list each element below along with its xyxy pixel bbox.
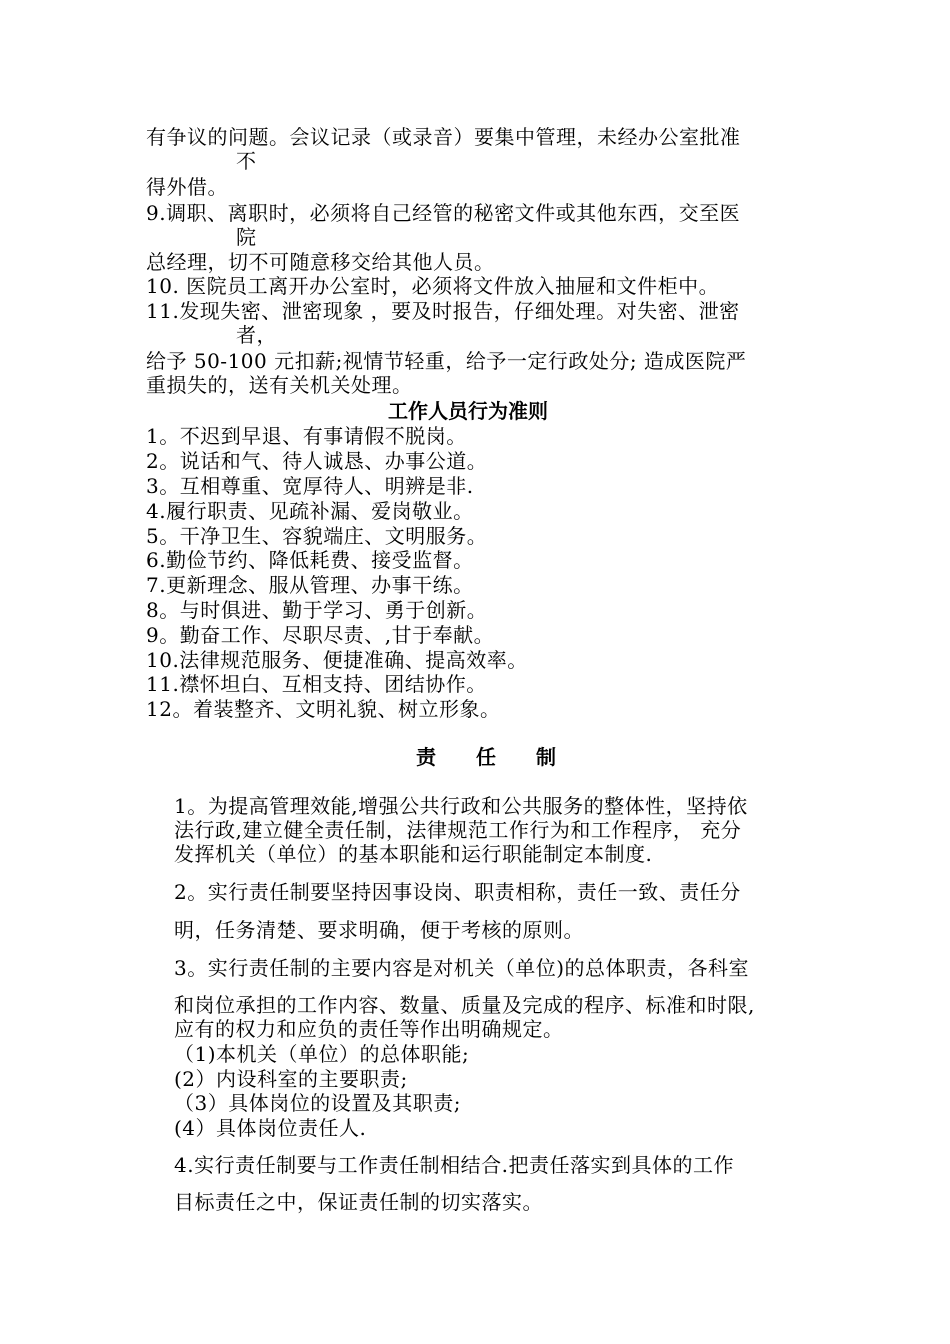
rule-item-9: 9.调职、离职时，必须将自己经管的秘密文件或其他东西，交至医 [146, 201, 741, 225]
resp-line: 3。实行责任制的主要内容是对机关（单位)的总体职责，各科室 [174, 956, 750, 980]
rule-item-10: 10. 医院员工离开办公室时，必须将文件放入抽屉和文件柜中。 [146, 274, 720, 298]
conduct-item: 11.襟怀坦白、互相支持、团结协作。 [146, 672, 487, 696]
conduct-item: 7.更新理念、服从管理、办事干练。 [146, 573, 474, 597]
conduct-item: 1。不迟到早退、有事请假不脱岗。 [146, 424, 467, 448]
resp-line: 明，任务清楚、要求明确，便于考核的原则。 [174, 918, 584, 942]
text-line: 重损失的，送有关机关处理。 [146, 373, 413, 397]
resp-line: 1。为提高管理效能,增强公共行政和公共服务的整体性，坚持依 [174, 794, 748, 818]
resp-line: 应有的权力和应负的责任等作出明确规定。 [174, 1017, 564, 1041]
conduct-item: 4.履行职责、见疏补漏、爱岗敬业。 [146, 499, 474, 523]
resp-line: 目标责任之中，保证责任制的切实落实。 [174, 1190, 543, 1214]
text-line: 总经理，切不可随意移交给其他人员。 [146, 250, 495, 274]
conduct-item: 3。互相尊重、宽厚待人、明辨是非. [146, 474, 474, 498]
conduct-item: 6.勤俭节约、降低耗费、接受监督。 [146, 548, 474, 572]
text-line: 得外借。 [146, 175, 228, 199]
conduct-item: 5。干净卫生、容貌端庄、文明服务。 [146, 524, 488, 548]
text-line-wrap: 院 [236, 225, 257, 249]
conduct-item: 12。着装整齐、文明礼貌、树立形象。 [146, 697, 501, 721]
conduct-item: 9。勤奋工作、尽职尽责、,甘于奉献。 [146, 623, 495, 647]
resp-line: 和岗位承担的工作内容、数量、质量及完成的程序、标准和时限, [174, 993, 755, 1017]
resp-sub-item: （1)本机关（单位）的总体职能; [174, 1042, 470, 1066]
resp-sub-item: （3）具体岗位的设置及其职责; [174, 1091, 461, 1115]
text-line: 给予 50-100 元扣薪;视情节轻重，给予一定行政处分; 造成医院严 [146, 349, 747, 373]
resp-line: 4.实行责任制要与工作责任制相结合.把责任落实到具体的工作 [174, 1153, 734, 1177]
resp-line: 法行政,建立健全责任制，法律规范工作行为和工作程序， 充分 [174, 818, 742, 842]
text-line-wrap: 不 [236, 149, 257, 173]
resp-sub-item: (2）内设科室的主要职责; [174, 1067, 408, 1091]
conduct-item: 8。与时俱进、勤于学习、勇于创新。 [146, 598, 488, 622]
section-title-conduct: 工作人员行为准则 [388, 399, 548, 423]
resp-line: 发挥机关（单位）的基本职能和运行职能制定本制度. [174, 842, 653, 866]
text-line: 有争议的问题。会议记录（或录音）要集中管理，未经办公室批准 [146, 125, 741, 149]
conduct-item: 2。说话和气、待人诚恳、办事公道。 [146, 449, 488, 473]
text-line-wrap: 者， [236, 323, 277, 347]
rule-item-11: 11.发现失密、泄密现象 ，要及时报告，仔细处理。对失密、泄密 [146, 299, 740, 323]
resp-line: 2。实行责任制要坚持因事设岗、职责相称，责任一致、责任分 [174, 880, 741, 904]
conduct-item: 10.法律规范服务、便捷准确、提高效率。 [146, 648, 528, 672]
resp-sub-item: (4）具体岗位责任人. [174, 1116, 367, 1140]
section-title-responsibility: 责 任 制 [416, 745, 556, 769]
